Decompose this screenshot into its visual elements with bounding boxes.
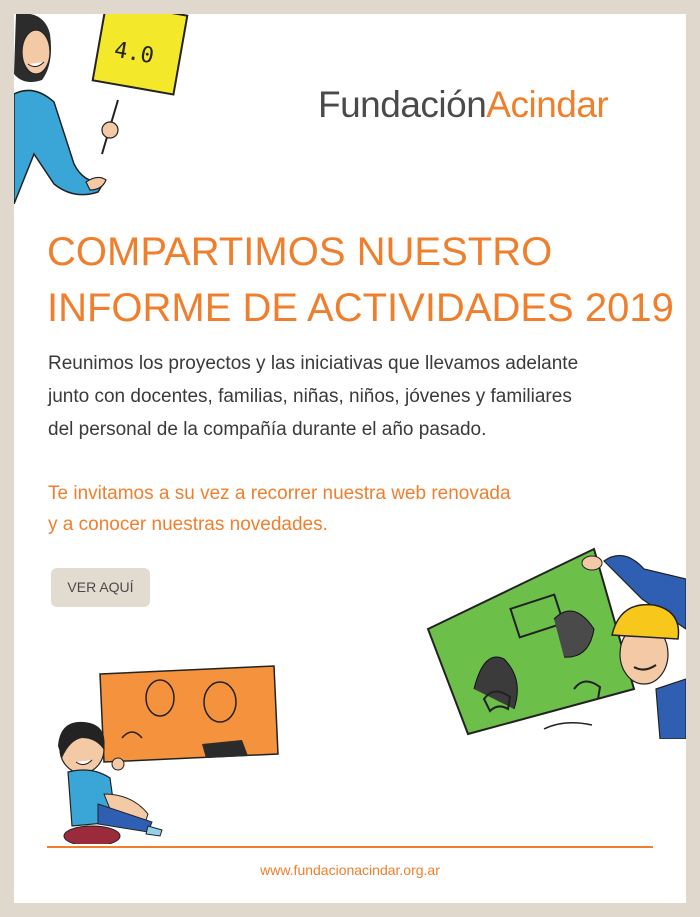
headline-line-2: INFORME DE ACTIVIDADES 2019 [47, 286, 674, 330]
intro-line-2: junto con docentes, familias, niñas, niños, jóvenes y familiares [48, 386, 572, 407]
worker-with-green-board-illustration [424, 539, 686, 739]
fundacion-acindar-logo [318, 84, 608, 126]
invite-line-2: y a conocer nuestras novedades. [48, 514, 328, 535]
website-link[interactable]: www.fundacionacindar.org.ar [260, 862, 440, 878]
email-card [14, 14, 686, 903]
intro-line-1: Reunimos los proyectos y las iniciativas que llevamos adelante [48, 353, 579, 374]
intro-line-3: del personal de la compañía durante el año pasado. [48, 419, 487, 440]
footer-divider [47, 846, 653, 848]
girl-with-orange-board-illustration [52, 654, 292, 844]
headline-line-1: COMPARTIMOS NUESTRO [47, 230, 553, 274]
invite-paragraph [48, 478, 608, 540]
invite-line-1: Te invitamos a su vez a recorrer nuestra web renovada [48, 483, 511, 504]
woman-with-sign-illustration [14, 14, 194, 204]
page-title [47, 224, 674, 336]
ver-aqui-button[interactable]: VER AQUÍ [51, 568, 150, 607]
logo-part-acindar: Acindar [486, 84, 609, 125]
logo-part-fundacion: Fundación [318, 84, 487, 125]
intro-paragraph [48, 347, 628, 446]
sign-text: 4.0 [112, 37, 156, 70]
